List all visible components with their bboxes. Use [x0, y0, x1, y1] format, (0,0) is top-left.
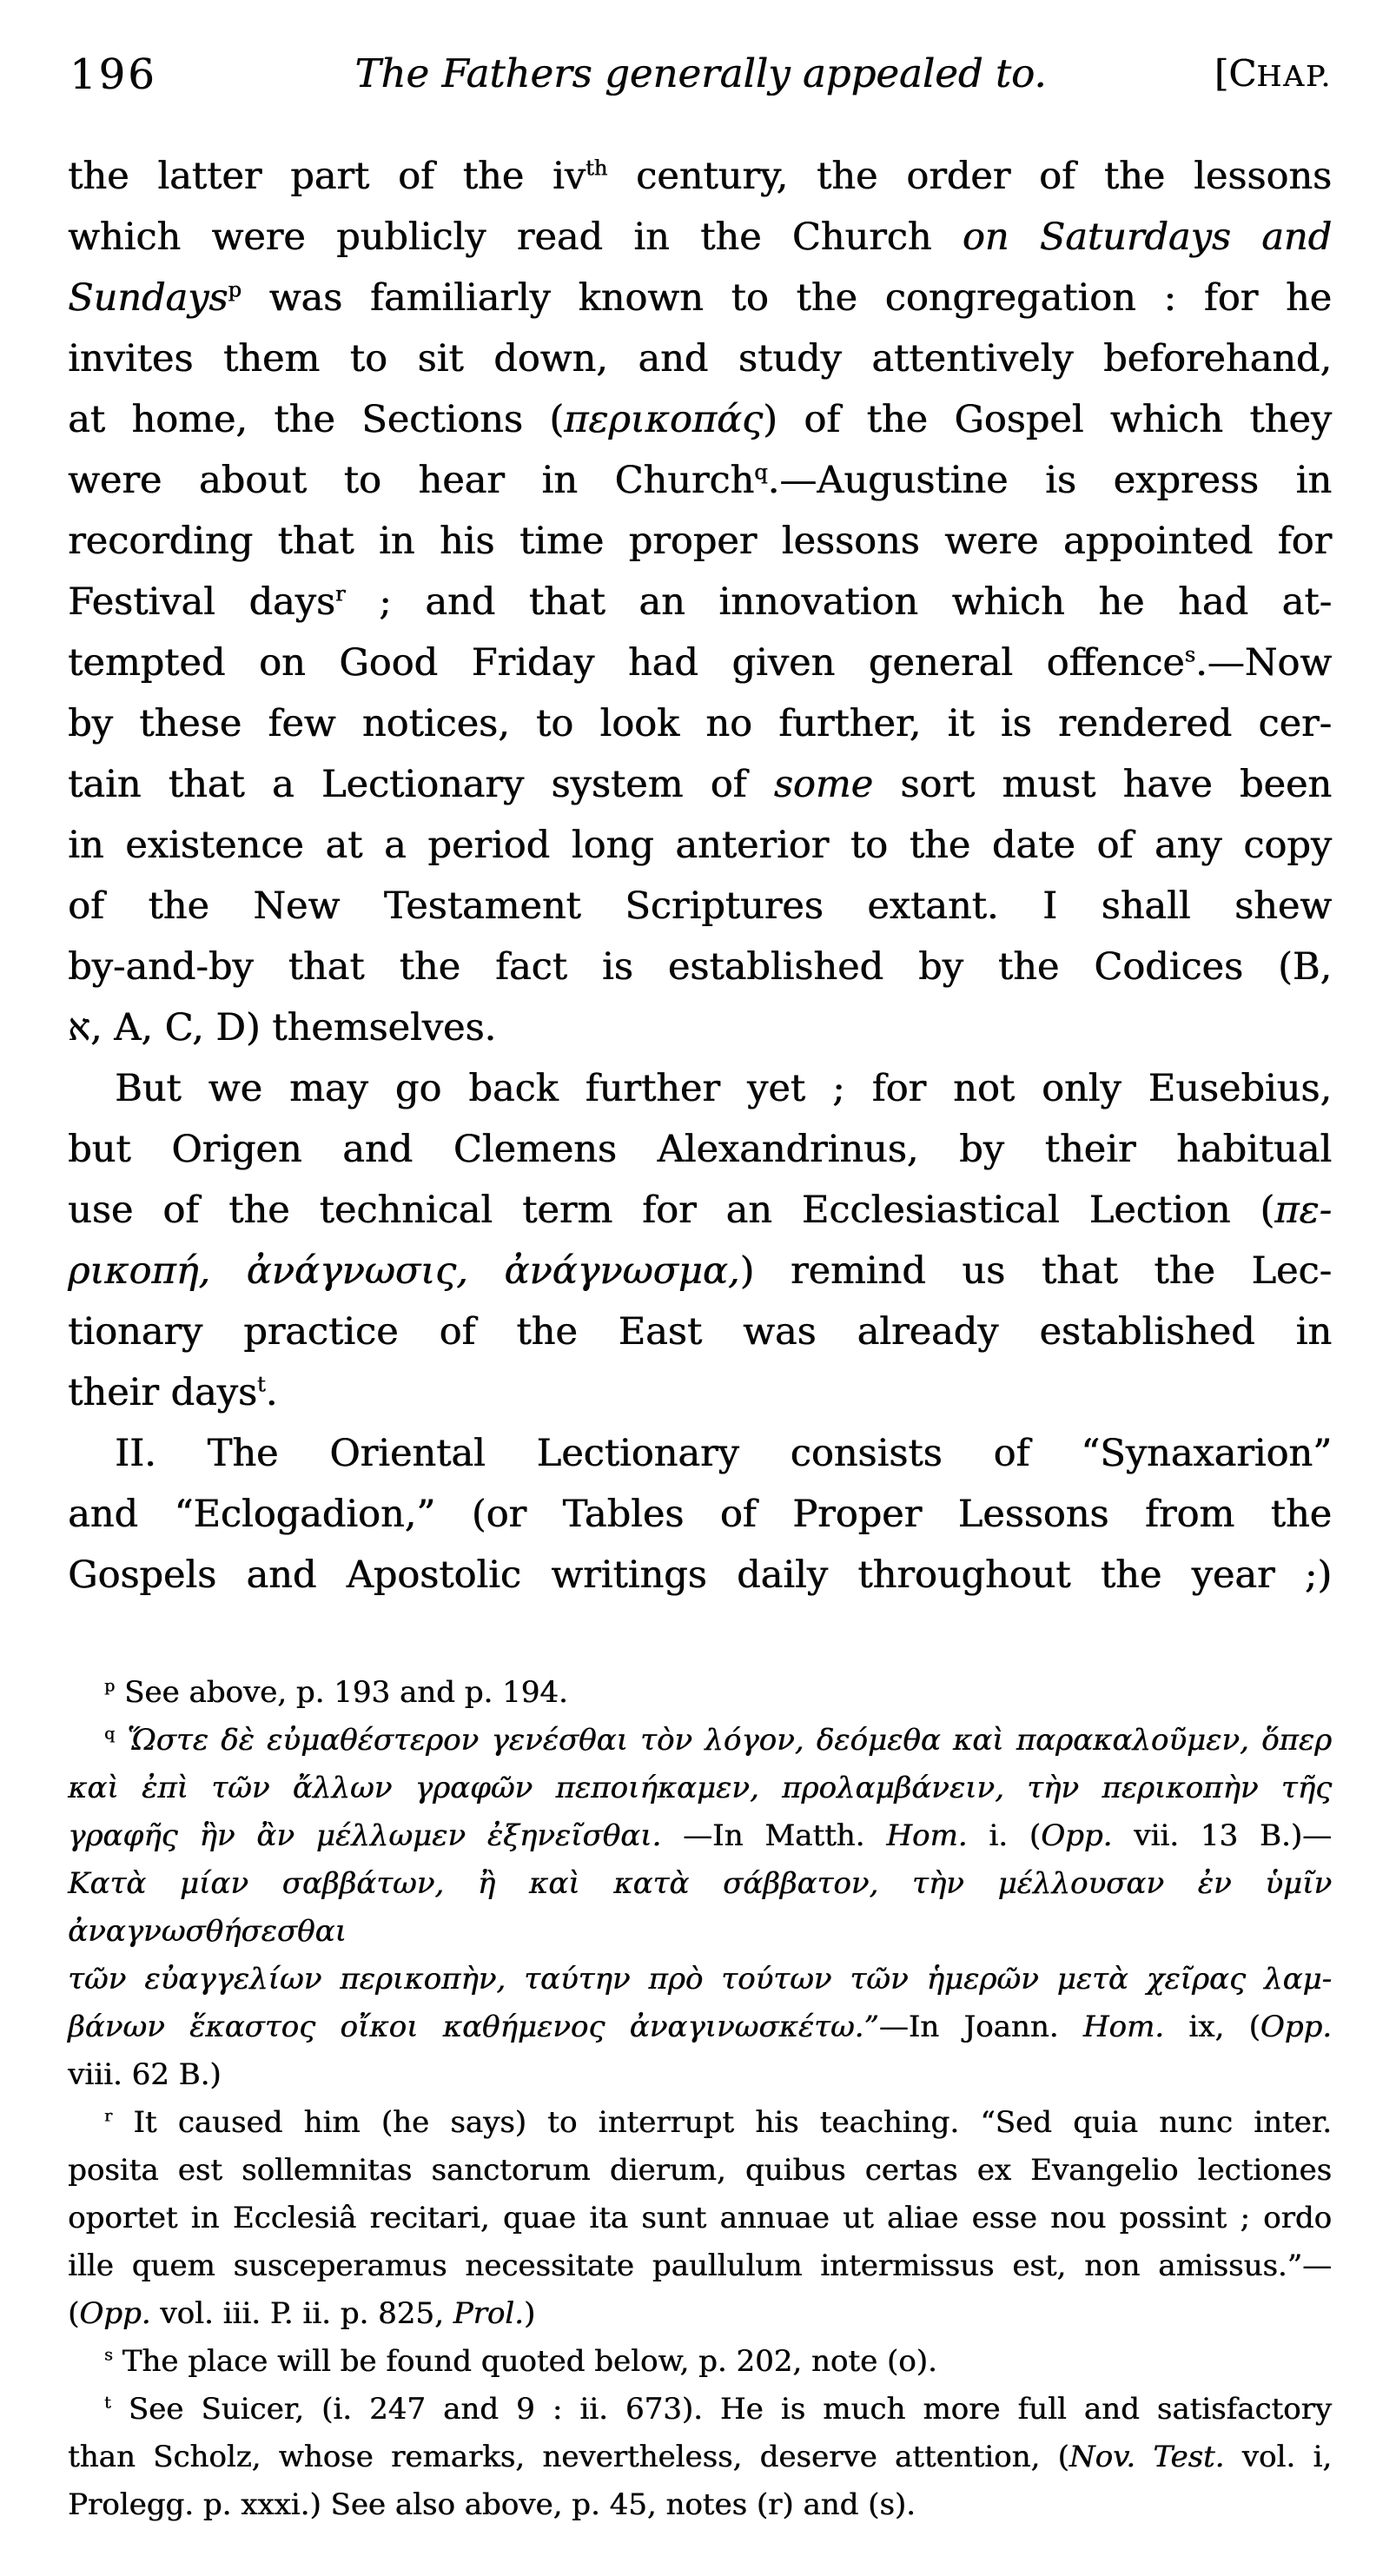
text-segment: —In Joann. [878, 2010, 1083, 2044]
footnote-marker: t [104, 2393, 111, 2413]
text-segment: use of the technical term for an Ecclesiastical Lection ( [68, 1189, 1275, 1232]
text-line [68, 2290, 1332, 2338]
text-segment: recording that in his time proper lessons were appointed for [68, 520, 1332, 563]
text-segment: tempted on Good Friday had given general offence [68, 641, 1185, 685]
text-line [68, 328, 1332, 389]
text-segment: τῶν εὐαγγελίων περικοπὴν, ταύτην πρὸ τούτων τῶν ἡμερῶν μετὰ χεῖρας λαμ- [68, 1962, 1332, 1997]
text-segment: Ὥστε δὲ εὐμαθέστερον γενέσθαι τὸν λόγον, δεόμεθα καὶ παρακαλοῦμεν, ὅπερ [127, 1723, 1332, 1758]
text-segment: It caused him (he says) to interrupt his teaching. “Sed quia nunc inter. [112, 2105, 1332, 2140]
text-line [68, 754, 1332, 815]
text-line [68, 2147, 1332, 2195]
text-segment: Prolegg. p. xxxi.) See also above, p. 45, notes (r) and (s). [68, 2487, 916, 2522]
text-line [68, 2338, 1332, 2386]
text-segment: ; and that an innovation which he had at- [345, 580, 1333, 624]
text-line [68, 1058, 1332, 1119]
footnote-marker: p [104, 1676, 116, 1696]
text-segment: which were publicly read in the Church [68, 215, 963, 259]
text-segment: Κατὰ μίαν σαββάτων, ἢ καὶ κατὰ σάββατον, τὴν μέλλουσαν ἐν ὑμῖν ἀναγνωσθήσεσθαι [68, 1866, 1332, 1949]
text-segment: ( [68, 2296, 80, 2331]
text-segment: oportet in Ecclesiâ recitari, quae ita sunt annuae ut aliae esse nou possint ; ordo [68, 2201, 1332, 2235]
text-segment: some [773, 763, 873, 806]
text-segment: invites them to sit down, and study attentively beforehand, [68, 337, 1332, 381]
text-segment: Nov. Test. [1069, 2440, 1225, 2474]
text-segment: on Saturdays and [962, 215, 1333, 259]
text-line [68, 1956, 1332, 2003]
footnote-marker: q [754, 460, 768, 485]
text-line [68, 937, 1332, 997]
text-line [68, 450, 1332, 511]
text-line [68, 997, 1332, 1058]
text-line [68, 572, 1332, 632]
text-segment: Opp. [1260, 2010, 1332, 2044]
text-line [68, 146, 1332, 207]
text-segment: ) remind us that the Lec- [739, 1249, 1332, 1293]
text-segment: .—Now [1195, 641, 1332, 685]
text-segment: . [265, 1371, 278, 1414]
text-line [68, 2242, 1332, 2290]
footnote-marker: q [104, 1724, 116, 1744]
text-segment: Sundays [68, 276, 228, 320]
text-line [68, 1669, 1332, 1717]
text-line [68, 1717, 1332, 1765]
text-line [68, 268, 1332, 328]
text-segment: at home, the Sections ( [68, 398, 565, 441]
text-line [68, 2434, 1332, 2481]
text-segment: ρικοπή, ἀνάγνωσις, ἀνάγνωσμα, [68, 1249, 740, 1293]
text-segment: sort must have been [872, 763, 1332, 806]
footnote-marker: r [104, 2106, 113, 2126]
chapter-marker-smallcaps: HAP. [1256, 59, 1332, 93]
body-text [68, 146, 1332, 1606]
text-segment: of the New Testament Scriptures extant. I shall shew [68, 884, 1332, 928]
paragraph [68, 1669, 1332, 1717]
text-segment: II. The Oriental Lectionary consists of “Synaxarion” [115, 1432, 1332, 1475]
chapter-marker-bracket: [C [1214, 52, 1257, 95]
page-header [69, 45, 1332, 106]
text-line [68, 815, 1332, 876]
text-segment: The place will be found quoted below, p. 202, note (o). [112, 2344, 937, 2379]
text-segment: and “Eclogadion,” (or Tables of Proper Lessons from the [68, 1493, 1332, 1536]
text-line [68, 1484, 1332, 1545]
footnote-marker: s [104, 2345, 113, 2365]
text-line [68, 207, 1332, 268]
paragraph [68, 2338, 1332, 2386]
text-line [68, 1362, 1332, 1423]
text-segment: posita est sollemnitas sanctorum dierum, quibus certas ex Evangelio lectiones [68, 2153, 1332, 2188]
footnote-marker: p [228, 277, 241, 302]
text-segment: καὶ ἐπὶ τῶν ἄλλων γραφῶν πεποιήκαμεν, προλαμβάνειν, τὴν περικοπὴν τῆς [68, 1771, 1332, 1805]
paragraph [68, 2099, 1332, 2338]
footnote-marker: t [256, 1372, 266, 1397]
text-segment: the latter part of the iv [68, 155, 586, 198]
text-line [68, 1241, 1332, 1301]
text-segment: but Origen and Clemens Alexandrinus, by their habitual [68, 1128, 1332, 1171]
text-line [68, 876, 1332, 937]
text-segment: in existence at a period long anterior to the date of any copy [68, 824, 1332, 867]
text-line [68, 2386, 1332, 2434]
paragraph [68, 1058, 1332, 1423]
text-segment: Opp. [79, 2296, 151, 2331]
text-segment: century, the order of the lessons [607, 155, 1332, 198]
text-line [68, 693, 1332, 754]
text-segment: But we may go back further yet ; for not only Eusebius, [115, 1067, 1332, 1110]
paragraph [68, 2386, 1332, 2529]
text-segment: Opp. [1041, 1818, 1113, 1853]
text-line [68, 1860, 1332, 1956]
text-segment: ix, ( [1163, 2010, 1260, 2044]
text-segment: ) of the Gospel which they [763, 398, 1332, 441]
text-line [68, 2481, 1332, 2529]
text-line [68, 1301, 1332, 1362]
paragraph [68, 146, 1332, 1058]
paragraph [68, 1423, 1332, 1606]
footnotes-section [68, 1669, 1332, 2529]
text-line [68, 2195, 1332, 2242]
page-number: 196 [69, 50, 157, 99]
text-line [68, 2099, 1332, 2147]
running-title: The Fathers generally appealed to. [354, 50, 1047, 96]
text-segment: tain that a Lectionary system of [68, 763, 774, 806]
text-segment: Prol. [453, 2296, 524, 2331]
text-segment: were about to hear in Church [68, 459, 755, 502]
text-segment: ille quem susceperamus necessitate paullulum intermissus est, non amissus.”— [68, 2248, 1332, 2283]
text-line [68, 1812, 1332, 1860]
paragraph [68, 1717, 1332, 2099]
text-segment [115, 1723, 127, 1758]
text-segment: γραφῆς ἣν ἂν μέλλωμεν ἐξηνεῖσθαι. [68, 1818, 662, 1853]
text-segment: viii. 62 B.) [68, 2057, 222, 2092]
text-line [68, 1119, 1332, 1180]
text-line [68, 632, 1332, 693]
text-segment: Hom. [1082, 2010, 1164, 2044]
text-segment: περικοπάς [564, 398, 763, 441]
text-segment: Gospels and Apostolic writings daily throughout the year ;) [68, 1553, 1332, 1597]
text-line [68, 1180, 1332, 1241]
text-line [68, 2051, 1332, 2099]
footnote-marker: r [334, 581, 346, 606]
text-segment: .—Augustine is express in [767, 459, 1332, 502]
text-segment: א, A, C, D) themselves. [68, 1006, 497, 1050]
text-line [68, 1423, 1332, 1484]
chapter-marker [1214, 52, 1332, 95]
text-segment: i. ( [967, 1818, 1042, 1853]
text-segment: ) [523, 2296, 536, 2331]
text-segment: vol. i, [1224, 2440, 1333, 2474]
text-line [68, 2003, 1332, 2051]
text-segment: —In Matth. [661, 1818, 887, 1853]
text-segment: was familiarly known to the congregation : for he [241, 276, 1332, 320]
text-segment: πε- [1274, 1189, 1332, 1232]
text-segment: their days [68, 1371, 257, 1414]
text-segment: βάνων ἕκαστος οἴκοι καθήμενος ἀναγινωσκέτω.” [68, 2010, 879, 2044]
text-segment: by these few notices, to look no further, it is rendered cer- [68, 702, 1332, 745]
text-line [68, 1765, 1332, 1812]
footnote-marker: th [585, 156, 608, 181]
text-line [68, 389, 1332, 450]
text-segment: vol. iii. P. ii. p. 825, [150, 2296, 453, 2331]
text-segment: tionary practice of the East was already established in [68, 1310, 1332, 1354]
text-segment: Hom. [886, 1818, 968, 1853]
text-segment: by-and-by that the fact is established by the Codices (B, [68, 945, 1332, 989]
text-segment: See above, p. 193 and p. 194. [115, 1675, 568, 1710]
footnote-marker: s [1184, 642, 1195, 667]
text-line [68, 1545, 1332, 1606]
text-segment: vii. 13 B.)— [1112, 1818, 1332, 1853]
text-segment: Festival days [68, 580, 335, 624]
text-segment: See Suicer, (i. 247 and 9 : ii. 673). He is much more full and satisfactory [110, 2392, 1332, 2427]
text-line [68, 511, 1332, 572]
text-segment: than Scholz, whose remarks, nevertheless, deserve attention, ( [68, 2440, 1069, 2474]
